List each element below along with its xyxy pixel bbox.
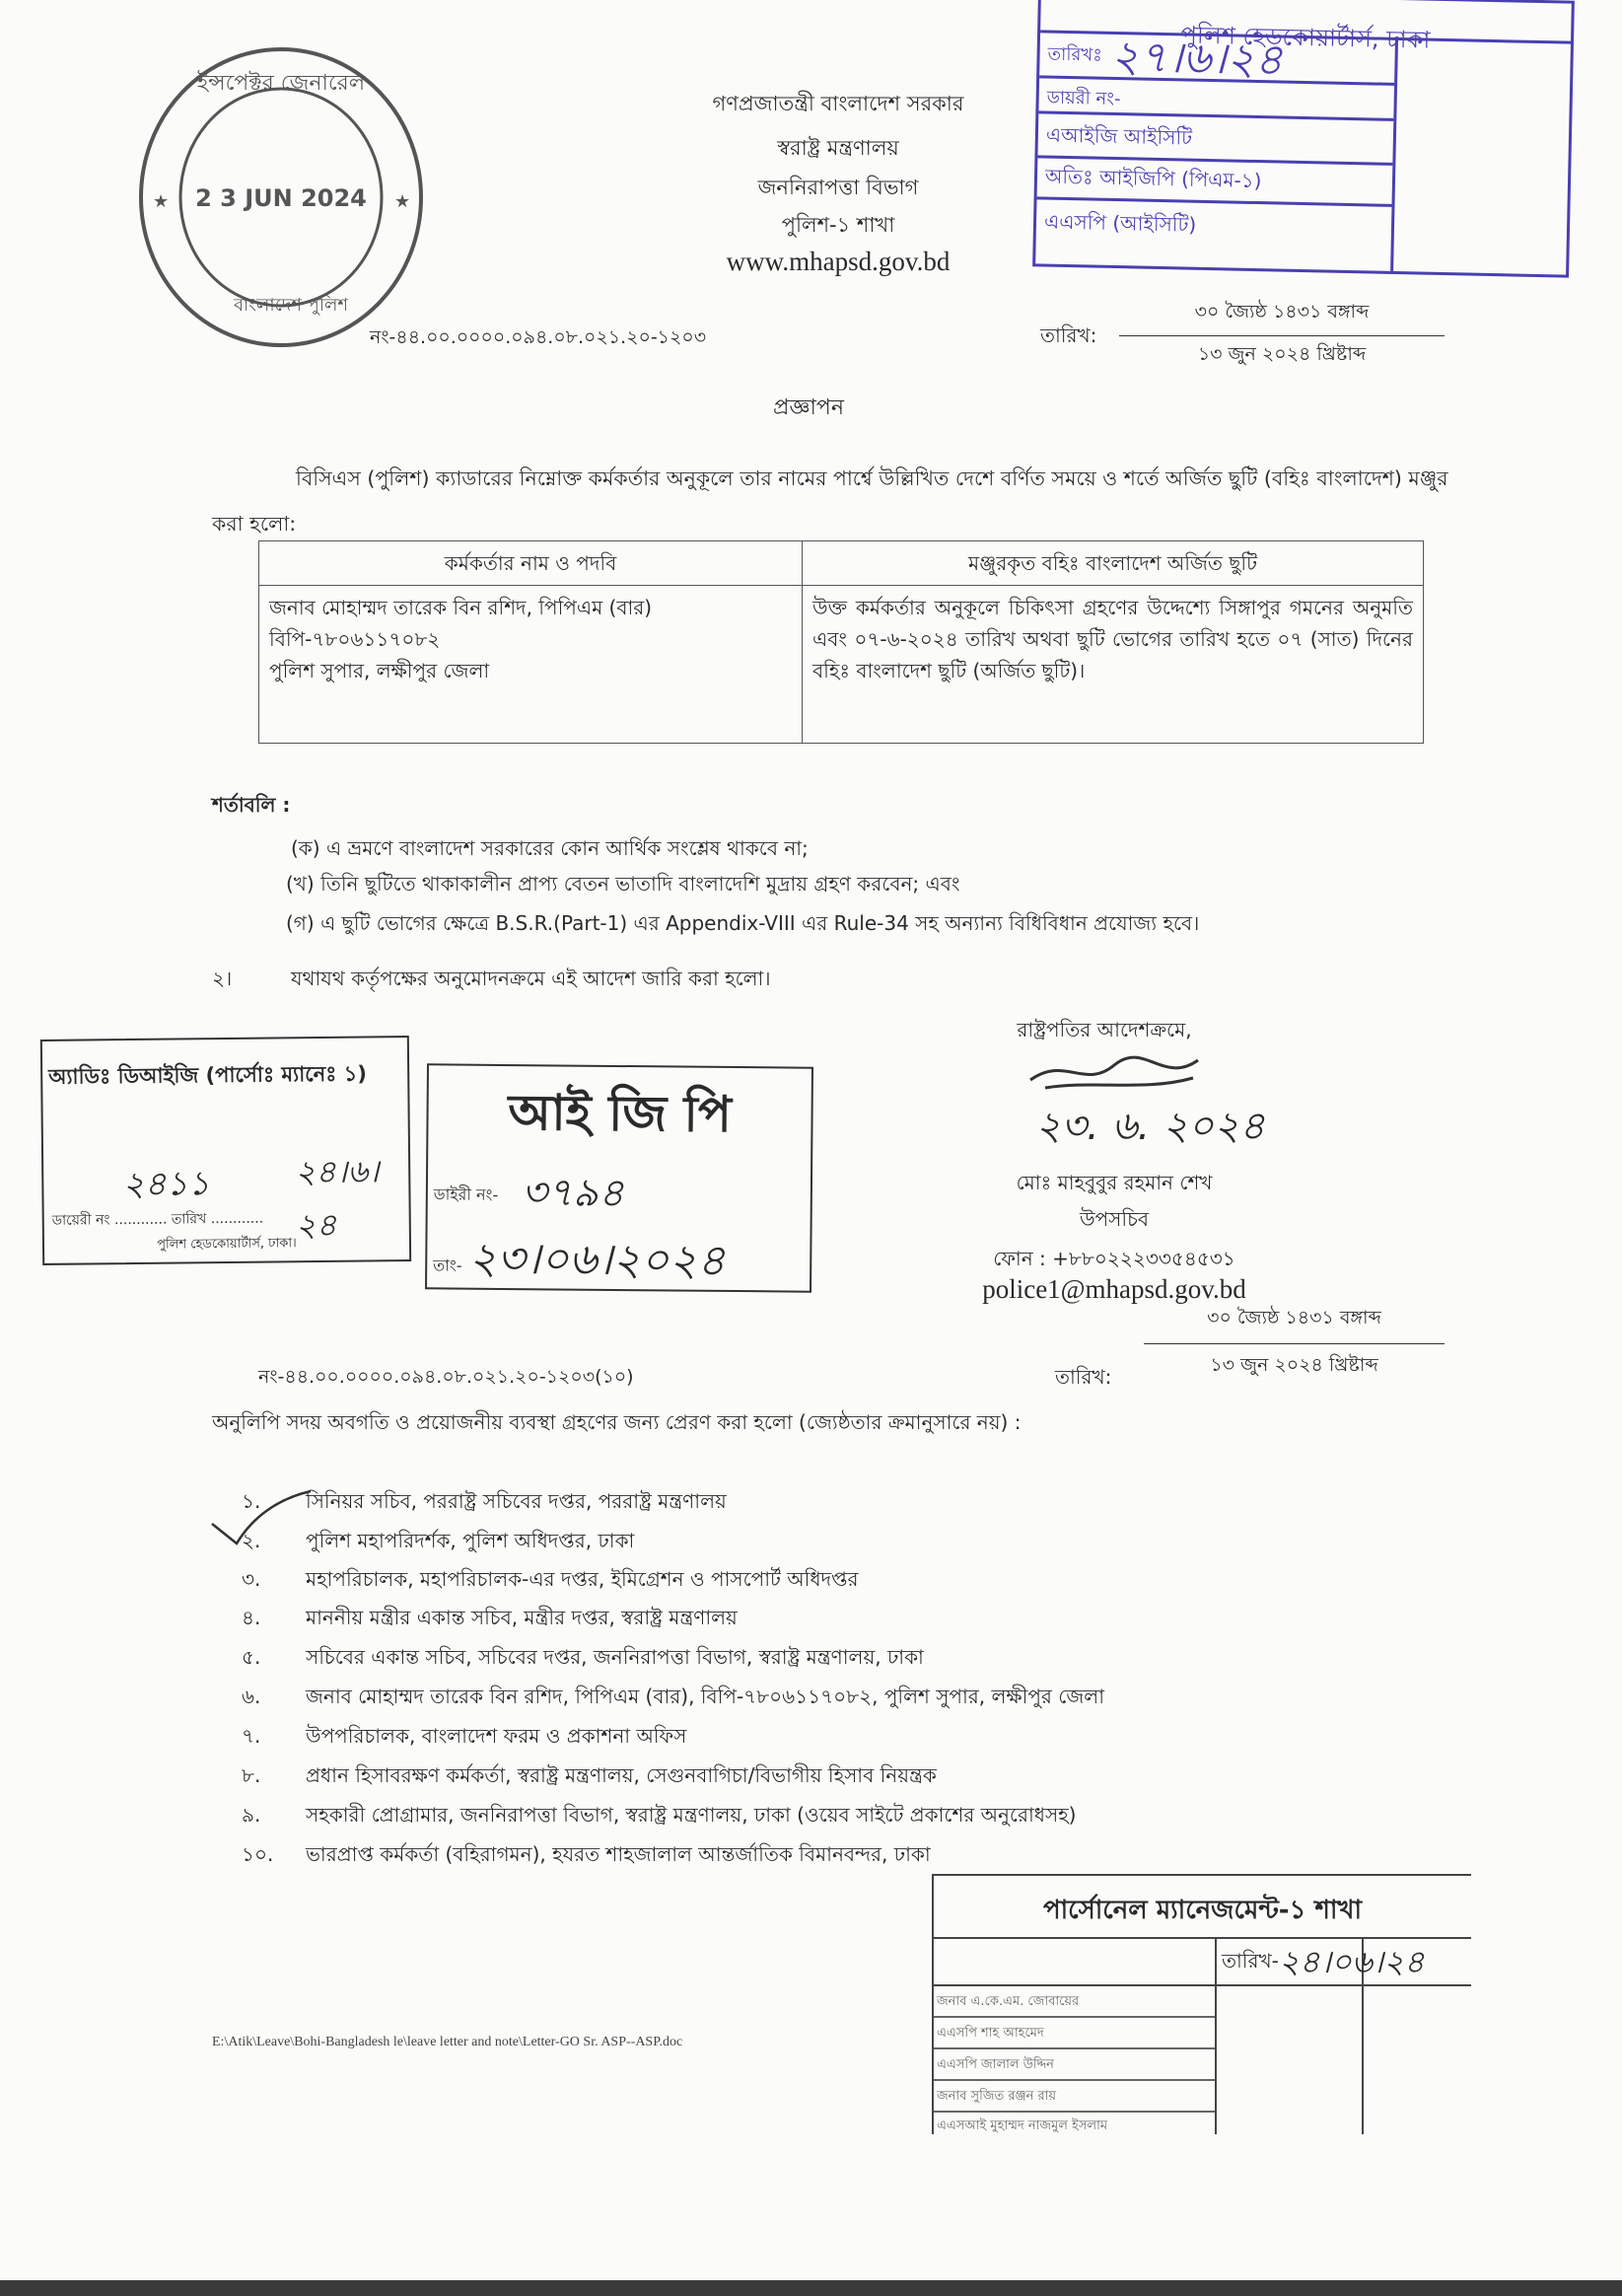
table-header-row (259, 541, 1424, 586)
para2-text: যথাযথ কর্তৃপক্ষের অনুমোদনক্রমে এই আদেশ জারি করা হলো। (291, 967, 771, 990)
list-num: ৪. (242, 1606, 261, 1629)
seal-bottom-text: বাংলাদেশ পুলিশ (233, 295, 349, 316)
pm-date-label: তারিখ- (1222, 1949, 1279, 1973)
igp-diary-number: ৩৭৯৪ (521, 1170, 625, 1217)
list-num: ৭. (242, 1724, 261, 1748)
condition-item: (গ) এ ছুটি ভোগের ক্ষেত্রে B.S.R.(Part-1) এর Appendix-VIII এর Rule-34 সহ অন্যান্য বিধিবিধান প্রযোজ্য হবে। (286, 911, 1200, 935)
list-item (242, 1643, 924, 1676)
list-text: সহকারী প্রোগ্রামার, জননিরাপত্তা বিভাগ, স্বরাষ্ট্র মন্ত্রণালয়, ঢাকা (ওয়েব সাইটে প্রকাশের অনুরোধসহ) (306, 1803, 1077, 1827)
memo2-date-bangla: ৩০ জ্যৈষ্ঠ ১৪৩১ বঙ্গাব্দ (1144, 1304, 1445, 1344)
list-item (242, 1683, 1104, 1715)
govt-name: গণপ্রজাতন্ত্রী বাংলাদেশ সরকার (712, 92, 964, 115)
list-num: ৬. (242, 1685, 261, 1708)
hq-row-aig: এআইজি আইসিটি (1045, 122, 1193, 150)
adig-stamp-title: অ্যাডিঃ ডিআইজি (পার্সোঃ ম্যানেঃ ১) (48, 1061, 368, 1089)
file-path: E:\Atik\Leave\Bohi-Bangladesh le\leave letter and note\Letter-GO Sr. ASP--ASP.doc (212, 2035, 683, 2049)
list-text: পুলিশ মহাপরিদর্শক, পুলিশ অধিদপ্তর, ঢাকা (306, 1529, 635, 1552)
pm-row: জনাব সুজিত রঞ্জন রায় (937, 2089, 1057, 2104)
list-item (242, 1801, 1076, 1833)
division-name: জননিরাপত্তা বিভাগ (757, 176, 919, 199)
list-num: ২. (242, 1529, 261, 1552)
svg-text:★: ★ (153, 191, 170, 212)
svg-text:★: ★ (394, 191, 411, 212)
ministry-name: স্বরাষ্ট্র মন্ত্রণালয় (777, 136, 899, 160)
para2-number: ২। (212, 967, 233, 990)
list-num: ১. (242, 1489, 261, 1513)
memo2-date-label: তারিখ: (1055, 1365, 1112, 1389)
officer-cell (259, 586, 803, 744)
igp-stamp-title: আই জি পি (508, 1084, 733, 1143)
list-text: উপপরিচালক, বাংলাদেশ ফরম ও প্রকাশনা অফিস (306, 1724, 687, 1748)
branch-name: পুলিশ-১ শাখা (781, 213, 895, 237)
cc-intro: অনুলিপি সদয় অবগতি ও প্রয়োজনীয় ব্যবস্থা গ্রহণের জন্য প্রেরণ করা হলো (জ্যেষ্ঠতার ক্রমানুসারে নয়) : (212, 1410, 1022, 1434)
hq-row-date: তারিখঃ (1047, 43, 1103, 66)
hq-row-asp: এএসপি (আইসিটি) (1043, 209, 1197, 237)
leave-details-cell: উক্ত কর্মকর্তার অনুকূলে চিকিৎসা গ্রহণের উদ্দেশ্যে সিঙ্গাপুর গমনের অনুমতি এবং ০৭-৬-২০২৪ তারিখ অথবা ছুটি ভোগের তারিখ হতে ০৭ (সাত) দিনের বহিঃ বাংলাদেশ ছুটি (অর্জিত ছুটি)। (803, 586, 1424, 744)
signature-date: ২৩. ৬. ২০২৪ (1035, 1104, 1265, 1149)
notification-title: প্রজ্ঞাপন (773, 395, 844, 420)
pm-row: জনাব এ.কে.এম. জোবায়ের (937, 1994, 1080, 2009)
adig-diary-label: ডায়েরী নং ............ তারিখ ............ (51, 1210, 264, 1229)
officer-name: জনাব মোহাম্মদ তারেক বিন রশিদ, পিপিএম (বার) (269, 596, 653, 619)
adig-hand-date: ২৪।৬।২৪ (295, 1152, 380, 1245)
officer-designation: পুলিশ সুপার, লক্ষীপুর জেলা (269, 659, 490, 682)
condition-item: (খ) তিনি ছুটিতে থাকাকালীন প্রাপ্য বেতন ভাতাদি বাংলাদেশি মুদ্রায় গ্রহণ করবেন; এবং (286, 872, 960, 896)
memo2-date-gregorian: ১৩ জুন ২০২৪ খ্রিষ্টাব্দ (1210, 1354, 1378, 1376)
list-item (242, 1840, 931, 1873)
leave-table (258, 540, 1424, 744)
list-text: জনাব মোহাম্মদ তারেক বিন রশিদ, পিপিএম (বার), বিপি-৭৮০৬১১৭০৮২, পুলিশ সুপার, লক্ষীপুর জেলা (306, 1685, 1104, 1708)
hq-receipt-stamp (1032, 0, 1575, 278)
table-header-officer: কর্মকর্তার নাম ও পদবি (259, 541, 803, 586)
seal-top-text: ইন্সপেক্টর জেনারেল (196, 71, 366, 96)
hq-row-addl-igp: অতিঃ আইজিপি (পিএম-১) (1044, 164, 1262, 193)
pm-stamp-title: পার্সোনেল ম্যানেজমেন্ট-১ শাখা (1042, 1896, 1363, 1925)
pm-row: এএসআই মুহাম্মদ নাজমুল ইসলাম (937, 2118, 1108, 2133)
list-num: ৯. (242, 1803, 261, 1827)
igp-receipt-stamp (425, 1063, 813, 1292)
pm-date: ২৪।০৬।২৪ (1279, 1943, 1425, 1980)
igp-date: ২৩।০৬।২০২৪ (468, 1233, 726, 1286)
list-text: মাননীয় মন্ত্রীর একান্ত সচিব, মন্ত্রীর দপ্তর, স্বরাষ্ট্র মন্ত্রণালয় (306, 1606, 738, 1629)
list-num: ১০. (242, 1842, 274, 1866)
scan-bottom-edge (0, 2280, 1622, 2296)
hq-handwritten-date: ২৭।৬।২৪ (1110, 31, 1284, 86)
signatory-email[interactable]: police1@mhapsd.gov.bd (982, 1274, 1246, 1304)
memo-number: নং-৪৪.০০.০০০০.০৯৪.০৮.০২১.২০-১২০৩ (370, 326, 707, 348)
intro-paragraph: বিসিএস (পুলিশ) ক্যাডারের নিম্নোক্ত কর্মকর্তার অনুকূলে তার নামের পার্শ্বে উল্লিখিত দেশে বর্ণিত সময়ে ও শর্তে অর্জিত ছুটি (বহিঃ বাংলাদেশ) মঞ্জুর করা হলো: (212, 466, 1448, 536)
signatory-name: মোঃ মাহবুবুর রহমান শেখ (1016, 1171, 1213, 1194)
signatory-designation: উপসচিব (1079, 1207, 1149, 1231)
list-num: ৮. (242, 1763, 261, 1787)
pm-row: এএসপি জালাল উদ্দিন (937, 2057, 1054, 2072)
list-item (242, 1761, 937, 1794)
list-text: ভারপ্রাপ্ত কর্মকর্তা (বহিরাগমন), হযরত শাহজালাল আন্তর্জাতিক বিমানবন্দর, ঢাকা (306, 1842, 931, 1866)
website-link[interactable]: www.mhapsd.gov.bd (726, 247, 951, 276)
hq-row-diary: ডায়রী নং- (1046, 87, 1121, 110)
memo2-number: নং-৪৪.০০.০০০০.০৯৪.০৮.০২১.২০-১২০৩(১০) (258, 1366, 634, 1388)
list-text: মহাপরিচালক, মহাপরিচালক-এর দপ্তর, ইমিগ্রেশন ও পাসপোর্ট অধিদপ্তর (306, 1567, 859, 1591)
presidential-order: রাষ্ট্রপতির আদেশক্রমে, (1017, 1018, 1192, 1041)
igp-date-label: তাং- (433, 1256, 462, 1275)
list-num: ৩. (242, 1567, 261, 1591)
pm-row: এএসপি শাহ আহমেদ (937, 2026, 1044, 2041)
condition-item: (ক) এ ভ্রমণে বাংলাদেশ সরকারের কোন আর্থিক সংশ্লেষ থাকবে না; (291, 836, 809, 860)
list-num: ৫. (242, 1645, 261, 1669)
memo-date-gregorian: ১৩ জুন ২০২৪ খ্রিষ্টাব্দ (1197, 343, 1367, 365)
round-seal-stamp (133, 44, 429, 350)
officer-bp-number: বিপি-৭৮০৬১১৭০৮২ (269, 627, 441, 651)
adig-receipt-stamp (40, 1036, 411, 1265)
checkmark-icon (207, 1479, 316, 1558)
hq-stamp-title: পুলিশ হেডকোয়ার্টার্স, ঢাকা (1180, 21, 1431, 54)
list-text: সচিবের একান্ত সচিব, সচিবের দপ্তর, জননিরাপত্তা বিভাগ, স্বরাষ্ট্র মন্ত্রণালয়, ঢাকা (306, 1645, 924, 1669)
list-text: সিনিয়র সচিব, পররাষ্ট্র সচিবের দপ্তর, পররাষ্ট্র মন্ত্রণালয় (306, 1489, 727, 1513)
table-header-leave: মঞ্জুরকৃত বহিঃ বাংলাদেশ অর্জিত ছুটি (803, 541, 1424, 586)
memo-date-label: তারিখ: (1040, 323, 1097, 347)
memo-date-bangla: ৩০ জ্যৈষ্ঠ ১৪৩১ বঙ্গাব্দ (1119, 298, 1445, 336)
pm-branch-stamp (932, 1874, 1471, 2134)
list-item (242, 1604, 738, 1636)
list-item (242, 1565, 858, 1598)
conditions-title: শর্তাবলি : (212, 793, 291, 817)
table-row (259, 586, 1424, 744)
list-text: প্রধান হিসাবরক্ষণ কর্মকর্তা, স্বরাষ্ট্র মন্ত্রণালয়, সেগুনবাগিচা/বিভাগীয় হিসাব নিয়ন্ত্রক (306, 1763, 937, 1787)
adig-hand-diary-no: ২৪১১ (122, 1164, 210, 1205)
igp-diary-label: ডাইরী নং- (433, 1184, 499, 1204)
signatory-phone: ফোন : +৮৮০২২২৩৩৫৪৫৩১ (993, 1247, 1235, 1270)
signature-icon (1025, 1050, 1203, 1100)
adig-stamp-footer: পুলিশ হেডকোয়ার্টার্স, ঢাকা। (157, 1236, 297, 1253)
seal-date: 2 3 JUN 2024 (195, 184, 367, 212)
list-item (242, 1722, 686, 1755)
